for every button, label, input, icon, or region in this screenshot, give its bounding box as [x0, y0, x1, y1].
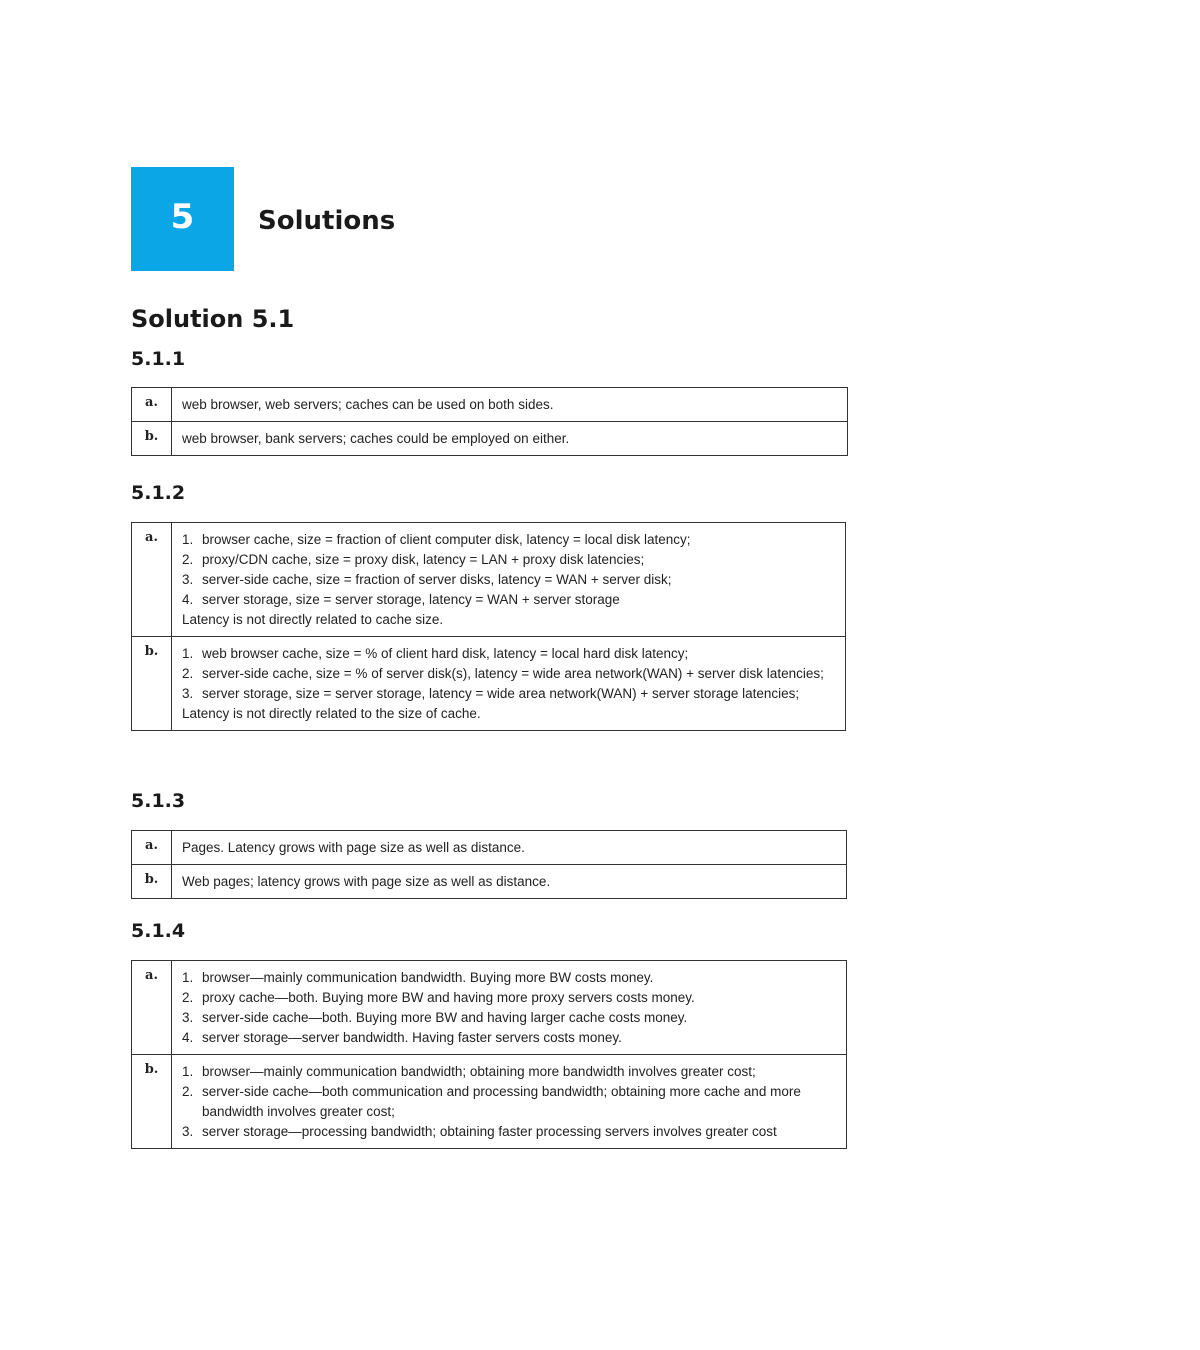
row-label: a.: [132, 961, 172, 1055]
list-item: [182, 1062, 836, 1082]
item-number: 3.: [182, 1010, 194, 1025]
item-text: server-side cache, size = % of server disk(s), latency = wide area network(WAN) + server disk latencies;: [202, 666, 824, 681]
item-number: 1.: [182, 646, 194, 661]
section-heading-5-1-4: 5.1.4: [131, 920, 186, 942]
section-heading-5-1-3: 5.1.3: [131, 790, 186, 812]
item-number: 2.: [182, 1084, 194, 1099]
row-label: b.: [132, 865, 172, 899]
row-label: a.: [132, 388, 172, 422]
row-text: Web pages; latency grows with page size as well as distance.: [172, 865, 847, 899]
item-number: 4.: [182, 592, 194, 607]
section-heading-5-1-1: 5.1.1: [131, 348, 186, 370]
item-text: server-side cache—both. Buying more BW and having larger cache costs money.: [202, 1010, 688, 1025]
item-number: 2.: [182, 990, 194, 1005]
table-row: [132, 1055, 847, 1149]
list-item: [182, 1122, 836, 1142]
row-note: Latency is not directly related to cache size.: [182, 612, 444, 627]
row-content: [172, 637, 846, 731]
list-item: [182, 1008, 836, 1028]
item-number: 3.: [182, 1124, 194, 1139]
item-text: server storage, size = server storage, latency = WAN + server storage: [202, 592, 620, 607]
item-number: 4.: [182, 1030, 194, 1045]
table-row: [132, 422, 848, 456]
item-text: server-side cache, size = fraction of server disks, latency = WAN + server disk;: [202, 572, 672, 587]
item-number: 3.: [182, 572, 194, 587]
row-text: Pages. Latency grows with page size as well as distance.: [172, 831, 847, 865]
row-text: web browser, web servers; caches can be used on both sides.: [172, 388, 848, 422]
list-item: [182, 1082, 836, 1122]
list-item: [182, 684, 835, 704]
item-text: web browser cache, size = % of client hard disk, latency = local hard disk latency;: [202, 646, 689, 661]
row-label: b.: [132, 1055, 172, 1149]
list-item: [182, 1028, 836, 1048]
item-number: 1.: [182, 970, 194, 985]
item-number: 2.: [182, 666, 194, 681]
table-row: [132, 523, 846, 637]
list-item: [182, 968, 836, 988]
table-row: [132, 831, 847, 865]
item-text: browser—mainly communication bandwidth; obtaining more bandwidth involves greater cost;: [202, 1064, 756, 1079]
row-label: b.: [132, 637, 172, 731]
row-note: Latency is not directly related to the size of cache.: [182, 706, 481, 721]
list-item: [182, 988, 836, 1008]
table-row: [132, 637, 846, 731]
item-text: server storage, size = server storage, latency = wide area network(WAN) + server storage latencies;: [202, 686, 800, 701]
item-number: 1.: [182, 1064, 194, 1079]
row-label: b.: [132, 422, 172, 456]
table-row: [132, 388, 848, 422]
item-text: server storage—server bandwidth. Having faster servers costs money.: [202, 1030, 622, 1045]
list-item: [182, 590, 835, 610]
row-text: web browser, bank servers; caches could be employed on either.: [172, 422, 848, 456]
solution-table-5-1-4: [131, 960, 847, 1149]
chapter-title: Solutions: [258, 206, 396, 236]
row-label: a.: [132, 831, 172, 865]
item-text: server storage—processing bandwidth; obtaining faster processing servers involves greater cost: [202, 1124, 777, 1139]
item-number: 1.: [182, 532, 194, 547]
row-label: a.: [132, 523, 172, 637]
table-row: [132, 865, 847, 899]
row-content: [172, 961, 847, 1055]
item-text: proxy/CDN cache, size = proxy disk, latency = LAN + proxy disk latencies;: [202, 552, 645, 567]
section-heading-5-1-2: 5.1.2: [131, 482, 186, 504]
list-item: [182, 644, 835, 664]
solution-table-5-1-2: [131, 522, 846, 731]
row-content: [172, 523, 846, 637]
solution-table-5-1-1: [131, 387, 848, 456]
solution-heading: Solution 5.1: [131, 305, 295, 333]
item-text: proxy cache—both. Buying more BW and having more proxy servers costs money.: [202, 990, 695, 1005]
item-text: server-side cache—both communication and processing bandwidth; obtaining more cache and more bandwidth involves greater cost;: [202, 1084, 801, 1119]
item-text: browser—mainly communication bandwidth. Buying more BW costs money.: [202, 970, 654, 985]
list-item: [182, 550, 835, 570]
list-item: [182, 570, 835, 590]
chapter-number: 5: [170, 197, 195, 237]
row-content: [172, 1055, 847, 1149]
item-number: 3.: [182, 686, 194, 701]
list-item: [182, 530, 835, 550]
item-text: browser cache, size = fraction of client computer disk, latency = local disk latency;: [202, 532, 691, 547]
chapter-number-box: [131, 167, 234, 271]
table-row: [132, 961, 847, 1055]
solution-table-5-1-3: [131, 830, 847, 899]
list-item: [182, 664, 835, 684]
item-number: 2.: [182, 552, 194, 567]
